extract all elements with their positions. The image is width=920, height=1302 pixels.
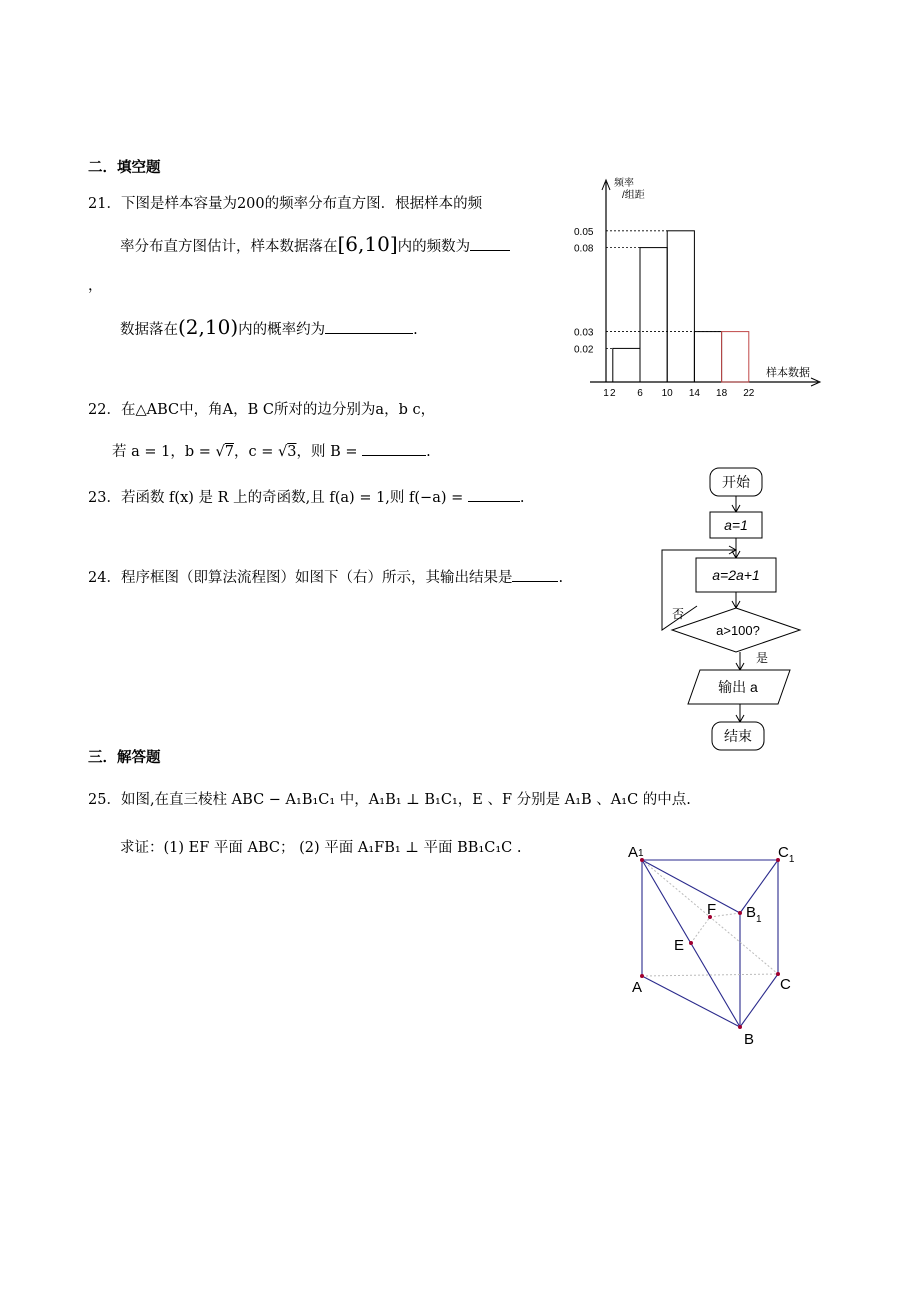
section-title-solve: 三．解答题 — [88, 750, 161, 766]
q22-sqrt7: 7 — [224, 444, 234, 460]
y-axis-title: /组距 — [622, 190, 645, 201]
x-tick-label: 2 — [610, 388, 616, 399]
x-tick-label: 1 — [603, 388, 609, 399]
prism-diagram — [620, 840, 810, 1050]
q23-line — [88, 486, 524, 507]
q21-text-line2a: 率分布直方图估计，样本数据落在 — [120, 239, 338, 255]
x-tick-label: 22 — [743, 388, 755, 399]
prism-points — [640, 858, 780, 1029]
label-c: C — [780, 976, 791, 993]
x-tick-label: 10 — [661, 388, 673, 399]
y-tick-label: 0.05 — [574, 226, 594, 238]
point-a — [640, 974, 644, 978]
q21-period: . — [413, 322, 418, 338]
q21-line3 — [120, 315, 418, 339]
q22-text-line2a: 若 a = 1，b = — [112, 444, 216, 460]
x-axis-title: 样本数据 — [766, 367, 810, 379]
q21-answer-blank-2[interactable] — [325, 319, 413, 334]
point-e — [689, 941, 693, 945]
q21-line2 — [120, 232, 510, 256]
q22-text-line2b: ，c = — [233, 444, 278, 460]
q24-answer-blank[interactable] — [512, 567, 558, 582]
q22-answer-blank[interactable] — [362, 441, 426, 456]
q24-text: 程序框图（即算法流程图）如图下（右）所示，其输出结果是 — [120, 570, 513, 586]
flow-start-label: 开始 — [722, 474, 750, 490]
flowchart — [650, 460, 820, 760]
label-b: B — [744, 1031, 755, 1048]
histogram-bar — [667, 231, 694, 382]
flow-no-label: 否 — [672, 607, 685, 621]
x-tick-label: 14 — [688, 388, 700, 399]
x-tick-label: 6 — [637, 388, 643, 399]
q23-answer-blank[interactable] — [468, 487, 520, 502]
point-b1 — [738, 911, 742, 915]
q21-text-line3b: 内的概率约为 — [238, 322, 326, 338]
q22-line2 — [112, 440, 431, 461]
y-tick-label: 0.02 — [574, 344, 594, 356]
histogram-bar — [640, 248, 667, 382]
flow-decision-label: a>100? — [716, 623, 760, 638]
y-axis-title: 频率 — [614, 178, 634, 189]
sqrt-sign: √ — [215, 444, 225, 460]
label-a1: A1 — [628, 844, 644, 861]
hidden-edge-ef — [691, 917, 710, 943]
q25-line2: 求证：(1) EF 平面 ABC； (2) 平面 A₁FB₁ ⊥ 平面 BB₁C₁C . — [120, 840, 522, 856]
histogram-chart — [570, 170, 835, 400]
label-e: E — [674, 937, 685, 954]
q21-answer-blank-1[interactable] — [470, 236, 510, 251]
section-title-fill-blank: 二．填空题 — [88, 160, 161, 176]
q22-text-line1: 在△ABC中，角A，B C所对的边分别为a，b c， — [120, 402, 436, 418]
histogram-bar — [694, 332, 721, 382]
flow-end-label: 结束 — [724, 728, 752, 744]
q21-interval-1: [6,10] — [337, 232, 398, 256]
q22-text-line2c: ，则 B = — [296, 444, 363, 460]
edge-cb — [740, 974, 778, 1027]
q24-period: . — [558, 570, 564, 586]
flow-init-label: a=1 — [724, 517, 748, 533]
sqrt-sign: √ — [277, 444, 288, 460]
flow-yes-label: 是 — [756, 651, 769, 665]
q21-line1 — [88, 192, 482, 213]
label-b1: $B_1$ — [746, 904, 762, 925]
q24-number: 24． — [88, 570, 121, 586]
q22-line1 — [88, 398, 435, 419]
label-a: A — [632, 979, 643, 996]
y-tick-label: 0.08 — [574, 243, 594, 255]
edge-a1b1 — [642, 860, 740, 913]
histogram-marks — [574, 176, 820, 399]
y-tick-label: 0.03 — [574, 327, 594, 339]
point-b — [738, 1025, 742, 1029]
histogram-bar — [613, 348, 640, 382]
q23-period: . — [519, 490, 525, 506]
q22-number: 22． — [88, 402, 121, 418]
q22-period: . — [426, 444, 431, 460]
q21-text-line3a: 数据落在 — [120, 322, 178, 338]
q21-text-line1: 下图是样本容量为200的频率分布直方图．根据样本的频 — [120, 196, 483, 212]
q21-text-line2b: 内的频数为 — [397, 239, 471, 255]
q23-text: 若函数 f(x) 是 R 上的奇函数,且 f(a) = 1,则 f(−a) = — [120, 490, 468, 506]
flow-output-label: 输出 a — [718, 679, 758, 695]
flow-process-label: a=2a+1 — [712, 567, 760, 583]
q21-number: 21． — [88, 196, 121, 212]
q23-number: 23． — [88, 490, 121, 506]
q24-line — [88, 566, 563, 587]
q22-sqrt3: 3 — [287, 444, 297, 460]
q21-interval-2: (2,10) — [178, 315, 239, 339]
label-c1: $C_1$ — [778, 844, 795, 865]
label-f: F — [707, 901, 717, 918]
q21-comma: ， — [88, 278, 103, 294]
q25-number: 25． — [88, 792, 121, 808]
x-tick-label: 18 — [716, 388, 728, 399]
q25-text-line1: 如图,在直三棱柱 ABC − A₁B₁C₁ 中，A₁B₁ ⊥ B₁C₁，E 、F 分别是 A₁B 、A₁C 的中点. — [120, 792, 691, 808]
q25-line1 — [88, 788, 691, 809]
prism-edges — [642, 860, 778, 1027]
histogram-bar — [722, 332, 749, 382]
